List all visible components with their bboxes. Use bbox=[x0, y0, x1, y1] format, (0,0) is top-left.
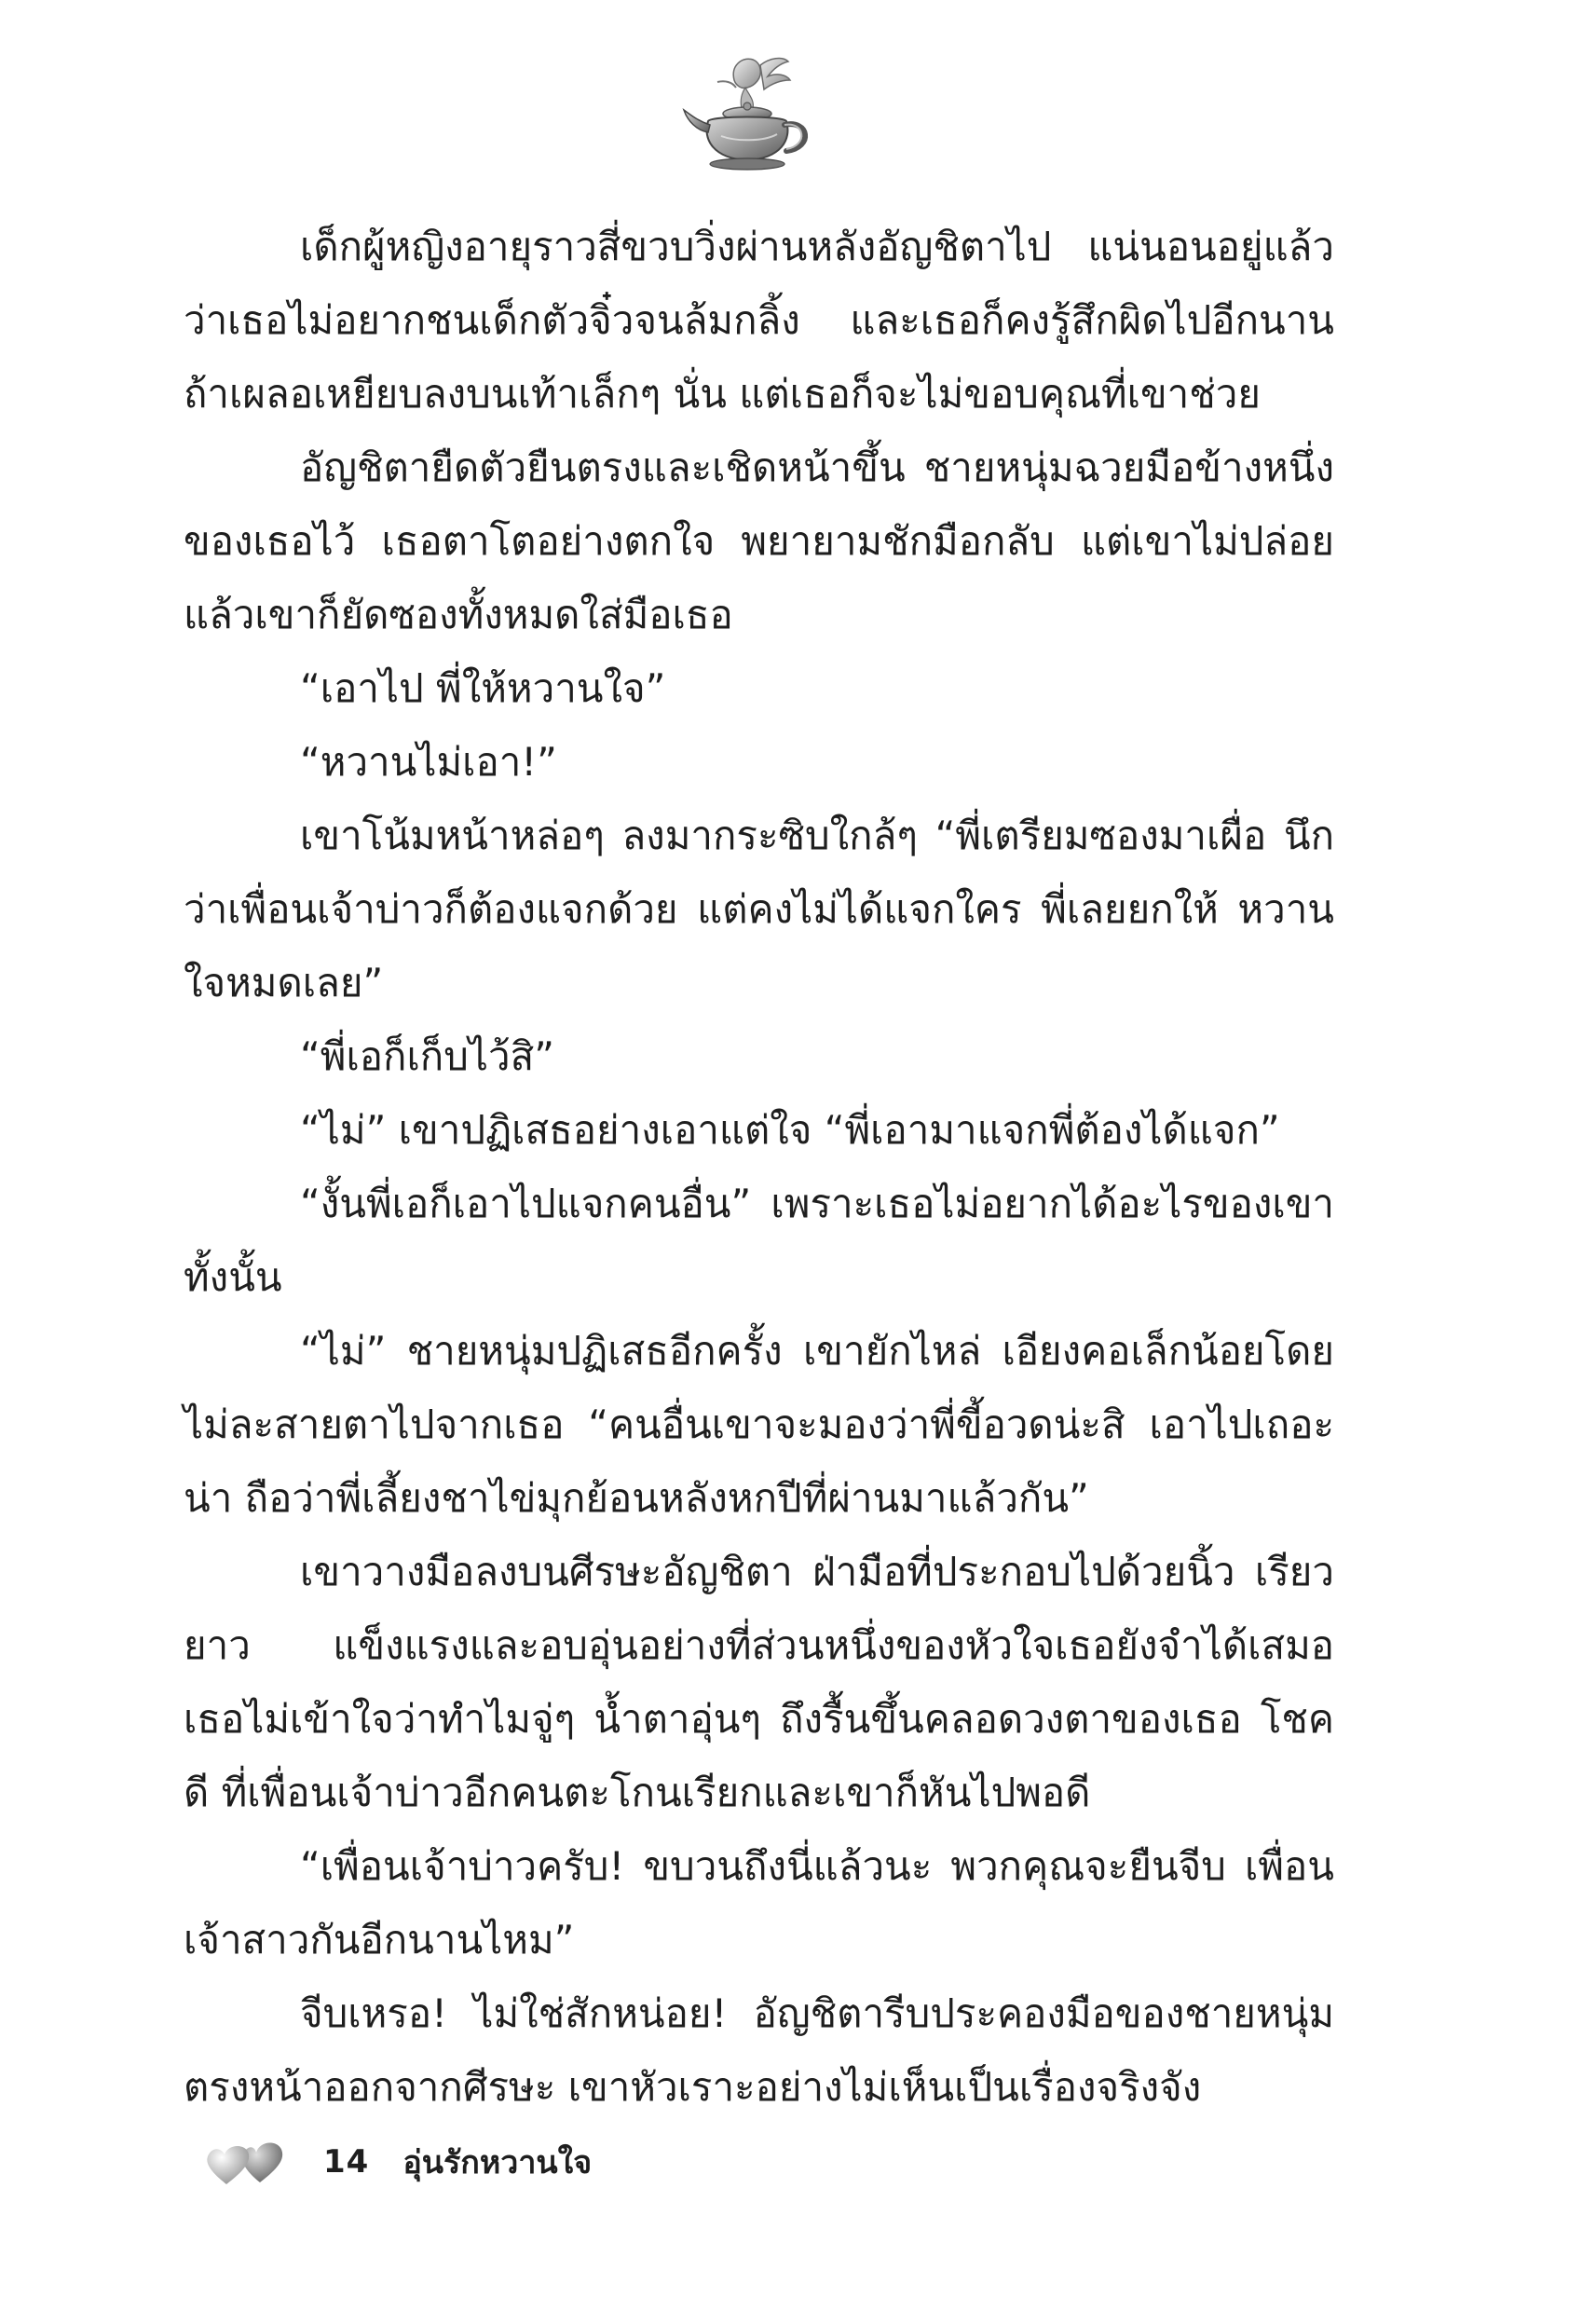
paragraph: “ไม่” ชายหนุ่มปฏิเสธอีกครั้ง เขายักไหล่ เอียงคอเล็กน้อยโดย ไม่ละสายตาไปจากเธอ “คนอื่นเขาจะมองว่าพี่ขี้อวดน่ะสิ เอาไปเถอะน่า ถือว่าพี่เลี้ยงชาไข่มุกย้อนหลังหกปีที่ผ่านมาแล้วกัน” bbox=[184, 1328, 1334, 1521]
paragraph: “พี่เอก็เก็บไว้สิ” bbox=[300, 1033, 554, 1079]
paragraph: เด็กผู้หญิงอายุราวสี่ขวบวิ่งผ่านหลังอัญชิตาไป แน่นอนอยู่แล้ว ว่าเธอไม่อยากชนเด็กตัวจิ๋วจนล้มกลิ้ง และเธอก็คงรู้สึกผิดไปอีกนาน ถ้าเผลอเหยียบลงบนเท้าเล็กๆ นั่น แต่เธอก็จะไม่ขอบคุณที่เขาช่วย bbox=[184, 224, 1334, 417]
paragraph: “เพื่อนเจ้าบ่าวครับ! ขบวนถึงนี่แล้วนะ พวกคุณจะยืนจีบ เพื่อนเจ้าสาวกันอีกนานไหม” bbox=[184, 1843, 1334, 1962]
page-number: 14 bbox=[323, 2143, 370, 2181]
paragraph: เขาโน้มหน้าหล่อๆ ลงมากระซิบใกล้ๆ “พี่เตรียมซองมาเผื่อ นึกว่าเพื่อนเจ้าบ่าวก็ต้องแจกด้วย แต่คงไม่ได้แจกใคร พี่เลยยกให้ หวานใจหมดเลย” bbox=[184, 813, 1334, 1005]
paragraph: เขาวางมือลงบนศีรษะอัญชิตา ฝ่ามือที่ประกอบไปด้วยนิ้ว เรียวยาว แข็งแรงและอบอุ่นอย่างที่ส่วนหนึ่งของหัวใจเธอยังจำได้เสมอ เธอไม่เข้าใจว่าทำไมจู่ๆ น้ำตาอุ่นๆ ถึงรื้นขึ้นคลอดวงตาของเธอ โชคดี ที่เพื่อนเจ้าบ่าวอีกคนตะโกนเรียกและเขาก็หันไปพอดี bbox=[184, 1549, 1334, 1815]
paragraph: “หวานไม่เอา!” bbox=[300, 739, 557, 785]
paragraph: อัญชิตายืดตัวยืนตรงและเชิดหน้าขึ้น ชายหนุ่มฉวยมือข้างหนึ่ง ของเธอไว้ เธอตาโตอย่างตกใจ พยายามชักมือกลับ แต่เขาไม่ปล่อย แล้วเขาก็ยัดซองทั้งหมดใส่มือเธอ bbox=[184, 444, 1334, 637]
hearts-icon bbox=[200, 2136, 286, 2188]
book-title: อุ่นรักหวานใจ bbox=[402, 2144, 593, 2181]
paragraph: “เอาไป พี่ให้หวานใจ” bbox=[300, 665, 666, 711]
cupid-teapot-icon bbox=[680, 54, 820, 180]
paragraph: “ไม่” เขาปฏิเสธอย่างเอาแต่ใจ “พี่เอามาแจกพี่ต้องได้แจก” bbox=[300, 1107, 1280, 1153]
body-text bbox=[184, 210, 1334, 2124]
paragraph: จีบเหรอ! ไม่ใช่สักหน่อย! อัญชิตารีบประคองมือของชายหนุ่ม ตรงหน้าออกจากศีรษะ เขาหัวเราะอย่างไม่เห็นเป็นเรื่องจริงจัง bbox=[184, 1990, 1334, 2110]
paragraph: “งั้นพี่เอก็เอาไปแจกคนอื่น” เพราะเธอไม่อยากได้อะไรของเขา ทั้งนั้น bbox=[184, 1181, 1334, 1300]
page-footer bbox=[200, 2134, 592, 2190]
